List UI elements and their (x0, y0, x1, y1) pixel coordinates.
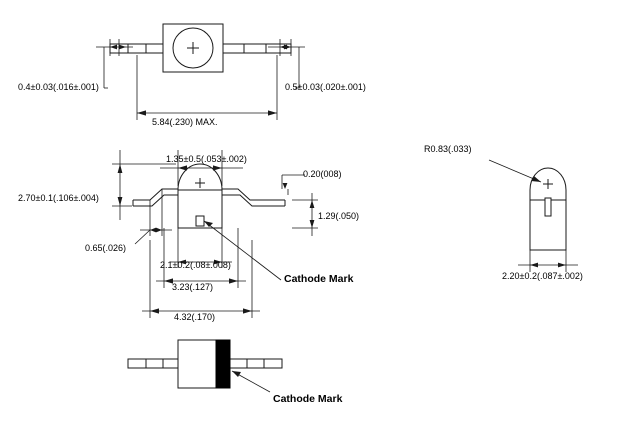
label-end-width: 2.20±0.2(.087±.002) (502, 271, 583, 281)
top-view-right-lead (221, 44, 291, 53)
top-view-left-lead (110, 44, 165, 53)
end-view-cathode-mark (545, 198, 551, 216)
dim-end-width (518, 250, 578, 272)
side-view-right-lead (222, 189, 285, 206)
leader-cathode-mark-side (204, 221, 281, 280)
label-height: 2.70±0.1(.106±.004) (18, 193, 99, 203)
label-overall-length: 5.84(.230) MAX. (152, 117, 218, 127)
label-foot-length: 1.29(.050) (318, 211, 360, 221)
dim-mid-span (156, 228, 246, 288)
label-lead-offset: 0.65(.026) (85, 243, 127, 253)
label-body-width: 1.35±0.5(.053±.002) (166, 154, 247, 164)
bottom-view-right-lead (229, 359, 282, 368)
leader-radius (489, 160, 541, 182)
label-lead-width-right: 0.5±0.03(.020±.001) (285, 82, 366, 92)
label-lead-width-left: 0.4±0.03(.016±.001) (18, 82, 99, 92)
side-view-cathode-mark (196, 216, 204, 226)
dim-overall-span (142, 240, 260, 318)
label-cathode-mark-side: Cathode Mark (284, 273, 354, 285)
dim-lead-thickness (282, 175, 305, 195)
dim-foot-length (292, 193, 318, 236)
side-view-left-lead (133, 189, 178, 206)
leader-cathode-mark-bottom (232, 371, 270, 392)
label-mid-span: 3.23(.127) (172, 282, 214, 292)
label-radius: R0.83(.033) (424, 144, 472, 154)
label-lead-thickness: 0.20(008) (303, 169, 342, 179)
label-cathode-mark-bottom: Cathode Mark (273, 393, 343, 405)
bottom-view-left-lead (128, 359, 181, 368)
bottom-view-cathode-band (216, 340, 230, 388)
label-overall-span: 4.32(.170) (174, 312, 216, 322)
label-body-inner: 2.1±0.2(.08±.008) (160, 260, 231, 270)
